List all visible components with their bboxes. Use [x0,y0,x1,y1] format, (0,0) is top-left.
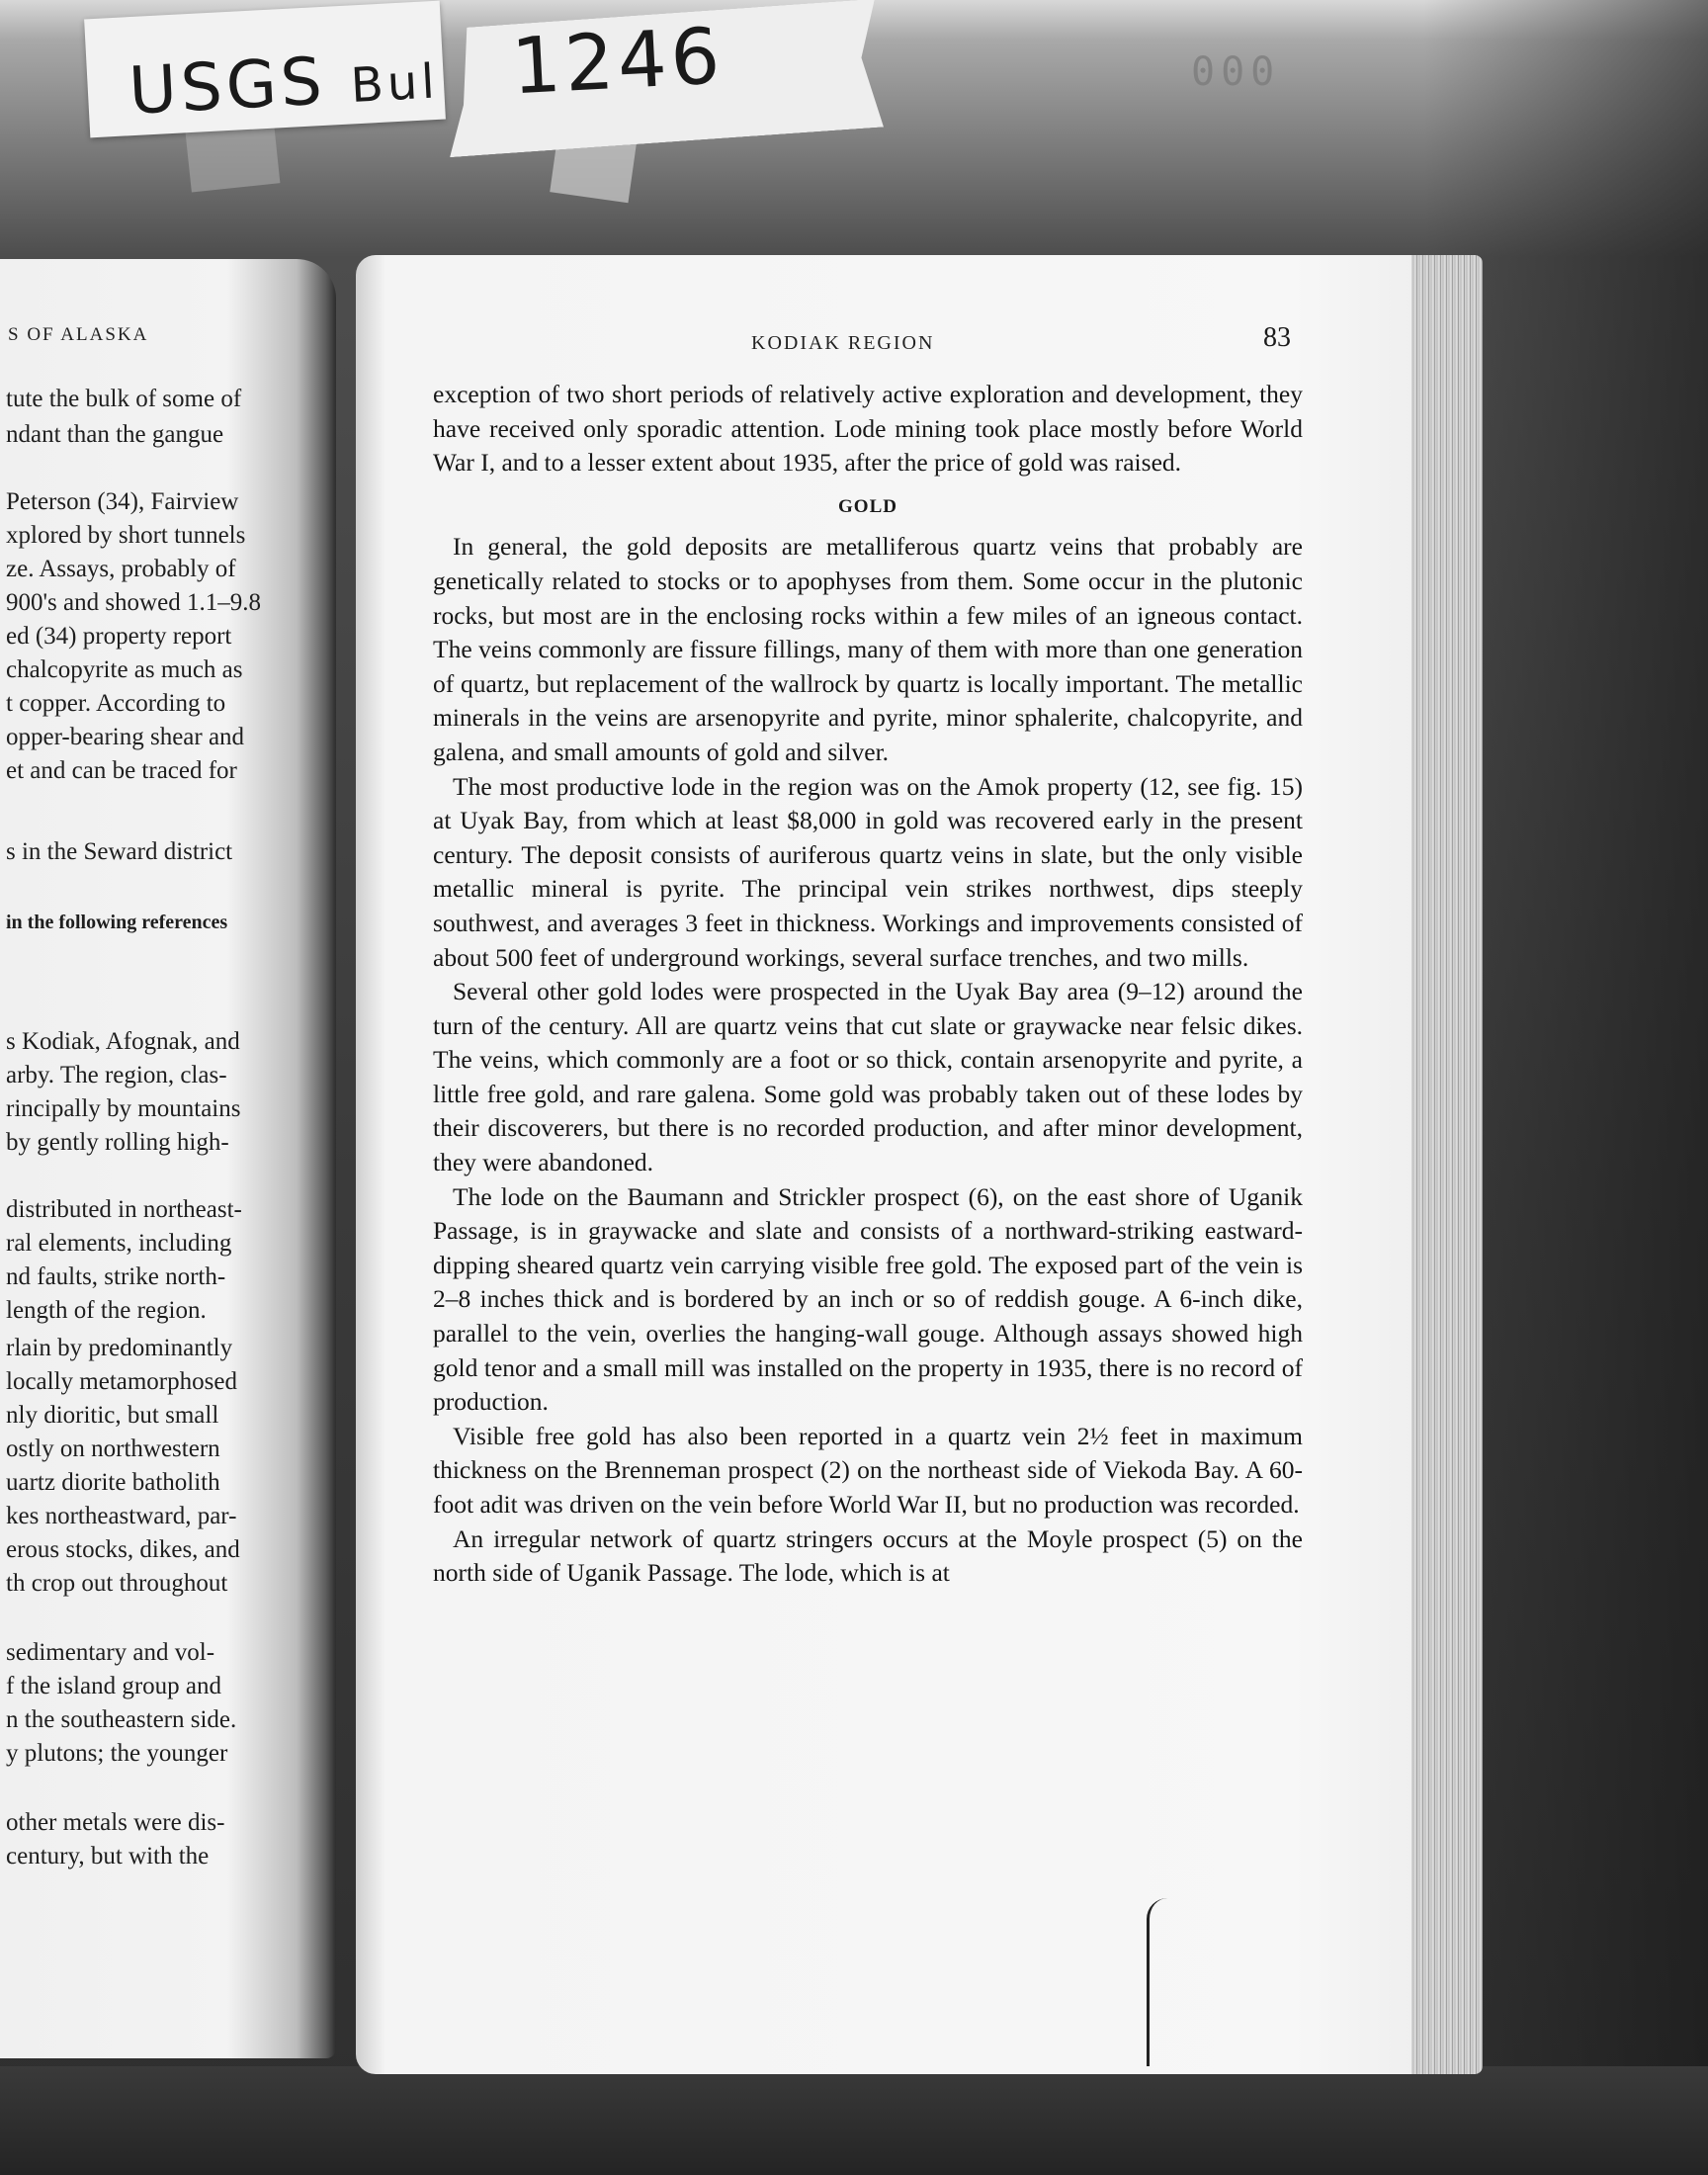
bottom-shadow [0,2066,1708,2175]
pen-mark [1147,1898,1167,2066]
left-page-line: s in the Seward district [6,838,233,865]
handwriting-prefix: USGS [127,43,328,130]
left-page-line: y plutons; the younger [6,1740,228,1767]
page-edge [1411,255,1483,2074]
left-page-line: ral elements, including [6,1230,232,1257]
paragraph: The lode on the Baumann and Strickler prospect (6), on the east shore of Uganik Passage, is in graywacke and slate and consists of a northward-striking eastward-dipping sheared quartz vein carrying visible free gold. The exposed part of the vein is 2–8 inches thick and is bordered by an inch or so of reddish gouge. A 6-inch dike, parallel to the vein, overlies the hanging-wall gouge. Although assays showed high gold tenor and a small mill was installed on the property in 1935, there is no record of production. [433,1181,1303,1417]
left-page-line: locally metamorphosed [6,1368,237,1395]
left-page-line: f the island group and [6,1673,222,1699]
left-page-line: th crop out throughout [6,1570,228,1597]
faint-stamp-number: 000 [1191,49,1281,95]
running-head: KODIAK REGION [751,332,935,354]
left-page [0,259,336,2058]
body-text [433,378,1303,1591]
left-page-line: et and can be traced for [6,757,237,784]
left-page-line: by gently rolling high- [6,1129,229,1156]
left-page-line: ostly on northwestern [6,1436,220,1462]
left-page-line: tute the bulk of some of [6,386,242,412]
left-page-line: length of the region. [6,1297,207,1324]
left-page-line: opper-bearing shear and [6,724,245,750]
left-page-line: ndant than the gangue [6,421,224,448]
paragraph: In general, the gold deposits are metalliferous quartz veins that probably are genetically related to stocks or to apophyses from them. Some occur in the plutonic rocks, but most are in the enclosing rocks within a few miles of an igneous contact. The veins commonly are fissure fillings, many of them with more than one generation of quartz, but replacement of the wallrock by quartz is locally important. The metallic minerals in the veins are arsenopyrite and pyrite, minor sphalerite, chalcopyrite, and galena, and small amounts of gold and silver. [433,532,1303,766]
left-page-line: rincipally by mountains [6,1095,241,1122]
left-page-line: nd faults, strike north- [6,1263,226,1290]
left-page-line: arby. The region, clas- [6,1062,227,1088]
page-number: 83 [1263,322,1291,353]
left-page-line: chalcopyrite as much as [6,656,243,683]
paragraph: An irregular network of quartz stringers occurs at the Moyle prospect (5) on the north side of Uganik Passage. The lode, which is at [433,1523,1303,1588]
paragraph: Several other gold lodes were prospected in the Uyak Bay area (9–12) around the turn of the century. All are quartz veins that cut slate or graywacke near felsic dikes. The veins, which commonly are a foot or so thick, contain arsenopyrite and pyrite, a little free gold, and rare galena. Some gold was probably taken out of these lodes by their discoverers, but there is no recorded production, and after minor development, they were abandoned. [433,977,1303,1177]
left-page-line: erous stocks, dikes, and [6,1536,240,1563]
intro-paragraph: exception of two short periods of relatively active exploration and development, they have received only sporadic attention. Lode mining took place mostly before World War I, and to a lesser extent about 1935, after the price of gold was raised. [433,380,1303,478]
left-page-line: other metals were dis- [6,1809,225,1836]
paragraph: The most productive lode in the region was on the Amok property (12, see fig. 15) at Uyak Bay, from which at least $8,000 in gold was recovered early in the present century. The deposit consists of auriferous quartz veins in slate, but the only visible metallic mineral is pyrite. The principal vein strikes northwest, dips steeply southwest, and averages 3 feet in thickness. Workings and improvements consisted of about 500 feet of underground workings, several surface trenches, and two mills. [433,771,1303,972]
handwriting-bul: Bul [349,53,440,114]
left-page-line: t copper. According to [6,690,226,717]
left-running-head: S OF ALASKA [8,324,149,345]
left-page-line: kes northeastward, par- [6,1503,237,1529]
left-page-line: n the southeastern side. [6,1706,237,1733]
left-page-line: uartz diorite batholith [6,1469,220,1496]
left-page-line: ed (34) property report [6,623,232,650]
left-page-line: in the following references [6,912,228,933]
left-page-line: distributed in northeast- [6,1196,242,1223]
handwriting-number: 1246 [509,12,726,113]
left-page-line: nly dioritic, but small [6,1402,219,1429]
left-page-line: rlain by predominantly [6,1335,233,1361]
left-page-line: sedimentary and vol- [6,1639,215,1666]
left-page-line: century, but with the [6,1843,210,1870]
paragraph: Visible free gold has also been reported in a quartz vein 2½ feet in maximum thickness on the Brenneman prospect (2) on the northeast side of Viekoda Bay. A 60-foot adit was driven on the vein before World War II, but no production was recorded. [433,1421,1303,1519]
left-page-line: 900's and showed 1.1–9.8 [6,589,261,616]
left-page-line: ze. Assays, probably of [6,556,236,582]
left-page-line: xplored by short tunnels [6,522,246,549]
left-page-line: Peterson (34), Fairview [6,488,239,515]
section-heading: GOLD [838,495,897,517]
left-page-line: s Kodiak, Afognak, and [6,1028,240,1055]
